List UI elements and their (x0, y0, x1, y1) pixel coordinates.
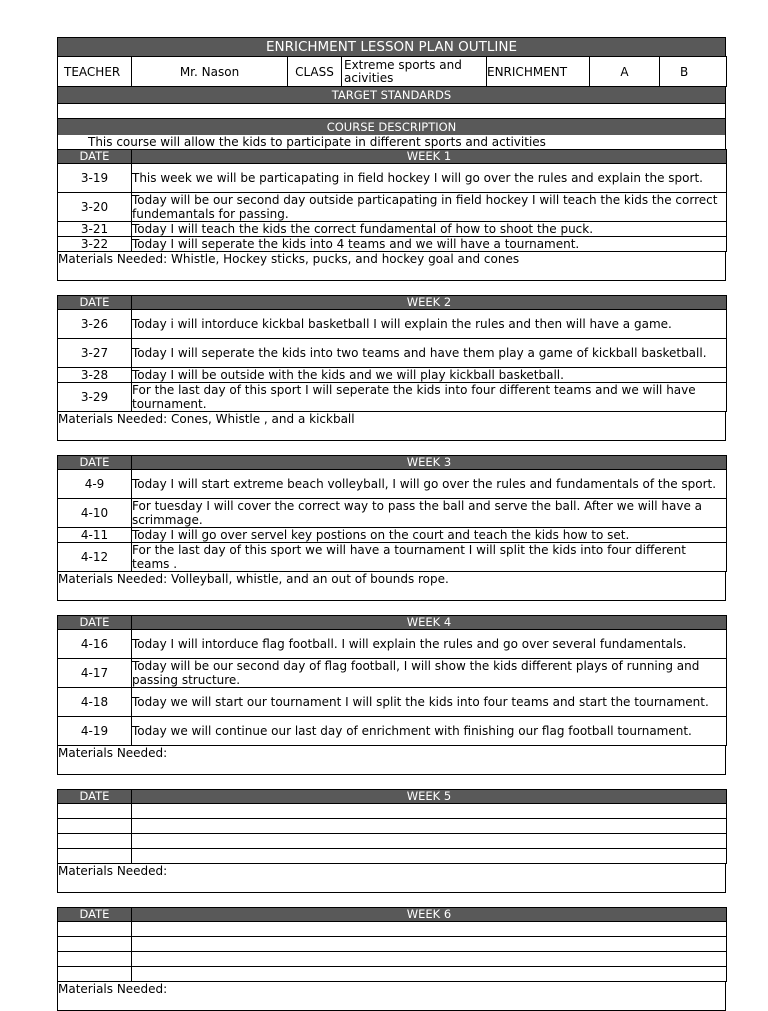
week-label: WEEK 6 (132, 908, 727, 922)
row-activity (132, 849, 727, 864)
table-row (58, 164, 727, 193)
row-activity (132, 952, 727, 967)
week-table (57, 907, 727, 982)
week-spacer (57, 601, 726, 615)
row-date (58, 922, 132, 937)
table-row (58, 222, 727, 237)
materials-label: Materials Needed: (58, 572, 168, 586)
row-date: 4-12 (58, 543, 132, 572)
option-a: A (590, 57, 660, 87)
row-activity: Today I will teach the kids the correct fundamental of how to shoot the puck. (132, 222, 727, 237)
row-date: 4-18 (58, 688, 132, 717)
row-date: 3-26 (58, 310, 132, 339)
row-date (58, 937, 132, 952)
date-column-header: DATE (58, 296, 132, 310)
row-date (58, 952, 132, 967)
row-activity: Today we will continue our last day of enrichment with finishing our flag football tournament. (132, 717, 727, 746)
option-b: B (660, 57, 727, 87)
header-table (57, 56, 727, 87)
week-label: WEEK 2 (132, 296, 727, 310)
row-activity: For the last day of this sport I will seperate the kids into four different teams and we will have tournament. (132, 383, 727, 412)
lesson-plan-sheet (57, 37, 726, 1011)
week-label: WEEK 3 (132, 456, 727, 470)
table-row (58, 819, 727, 834)
row-activity (132, 804, 727, 819)
date-column-header: DATE (58, 150, 132, 164)
row-date: 3-29 (58, 383, 132, 412)
target-standards-body (57, 103, 726, 119)
row-activity: Today will be our second day of flag football, I will show the kids different plays of running and passing structure. (132, 659, 727, 688)
materials-label: Materials Needed: (58, 864, 168, 878)
row-date: 3-22 (58, 237, 132, 252)
row-date: 4-19 (58, 717, 132, 746)
week-label: WEEK 5 (132, 790, 727, 804)
row-activity: For tuesday I will cover the correct way to pass the ball and serve the ball. After we will have a scrimmage. (132, 499, 727, 528)
materials-value: Volleyball, whistle, and an out of bounds rope. (171, 572, 449, 586)
target-standards-header: TARGET STANDARDS (57, 87, 726, 103)
materials-label: Materials Needed: (58, 252, 168, 266)
table-row (58, 237, 727, 252)
date-column-header: DATE (58, 456, 132, 470)
row-activity: Today I will start extreme beach volleyball, I will go over the rules and fundamentals of the sport. (132, 470, 727, 499)
course-description: This course will allow the kids to participate in different sports and activities (57, 135, 726, 149)
date-column-header: DATE (58, 908, 132, 922)
table-row (58, 849, 727, 864)
row-activity (132, 937, 727, 952)
row-date: 3-20 (58, 193, 132, 222)
page-title: ENRICHMENT LESSON PLAN OUTLINE (57, 37, 726, 56)
row-activity: Today we will start our tournament I will split the kids into four teams and start the tournament. (132, 688, 727, 717)
week-table (57, 149, 727, 252)
row-activity: Today i will intorduce kickbal basketball I will explain the rules and then will have a game. (132, 310, 727, 339)
row-activity: Today I will intorduce flag football. I will explain the rules and go over several fundamentals. (132, 630, 727, 659)
enrichment-label: ENRICHMENT (487, 57, 590, 87)
row-activity: Today I will go over servel key postions on the court and teach the kids how to set. (132, 528, 727, 543)
materials-needed (57, 982, 726, 1011)
row-date: 3-28 (58, 368, 132, 383)
week-label: WEEK 4 (132, 616, 727, 630)
table-row (58, 383, 727, 412)
row-date: 3-19 (58, 164, 132, 193)
row-date: 4-16 (58, 630, 132, 659)
table-row (58, 310, 727, 339)
materials-value: Whistle, Hockey sticks, pucks, and hockey goal and cones (171, 252, 520, 266)
table-row (58, 499, 727, 528)
row-date (58, 834, 132, 849)
row-date: 4-10 (58, 499, 132, 528)
table-row (58, 804, 727, 819)
row-activity (132, 834, 727, 849)
table-row (58, 688, 727, 717)
row-activity: This week we will be particapating in field hockey I will go over the rules and explain the sport. (132, 164, 727, 193)
table-row (58, 470, 727, 499)
row-activity: Today will be our second day outside particapating in field hockey I will teach the kids the correct fundemantals for passing. (132, 193, 727, 222)
week-table (57, 789, 727, 864)
date-column-header: DATE (58, 616, 132, 630)
table-row (58, 967, 727, 982)
class-name: Extreme sports and acivities (342, 57, 487, 87)
row-activity: Today I will seperate the kids into 4 teams and we will have a tournament. (132, 237, 727, 252)
weeks-container (57, 149, 726, 1011)
materials-needed (57, 864, 726, 893)
week-spacer (57, 441, 726, 455)
table-row (58, 659, 727, 688)
week-spacer (57, 893, 726, 907)
row-date (58, 804, 132, 819)
teacher-label: TEACHER (58, 57, 132, 87)
materials-label: Materials Needed: (58, 412, 168, 426)
row-date: 4-9 (58, 470, 132, 499)
row-date (58, 967, 132, 982)
row-date: 3-27 (58, 339, 132, 368)
table-row (58, 922, 727, 937)
table-row (58, 834, 727, 849)
row-date: 4-17 (58, 659, 132, 688)
week-label: WEEK 1 (132, 150, 727, 164)
row-activity: Today I will be outside with the kids and we will play kickball basketball. (132, 368, 727, 383)
table-row (58, 937, 727, 952)
table-row (58, 339, 727, 368)
materials-label: Materials Needed: (58, 746, 168, 760)
row-date (58, 849, 132, 864)
row-activity (132, 922, 727, 937)
materials-needed (57, 746, 726, 775)
table-row (58, 952, 727, 967)
materials-needed (57, 252, 726, 281)
table-row (58, 717, 727, 746)
row-activity: For the last day of this sport we will have a tournament I will split the kids into four different teams . (132, 543, 727, 572)
class-label: CLASS (288, 57, 342, 87)
date-column-header: DATE (58, 790, 132, 804)
week-spacer (57, 775, 726, 789)
table-row (58, 630, 727, 659)
week-table (57, 455, 727, 572)
table-row (58, 543, 727, 572)
row-date (58, 819, 132, 834)
table-row (58, 193, 727, 222)
table-row (58, 528, 727, 543)
row-activity (132, 819, 727, 834)
materials-value: Cones, Whistle , and a kickball (171, 412, 355, 426)
week-spacer (57, 281, 726, 295)
teacher-name: Mr. Nason (132, 57, 288, 87)
week-table (57, 615, 727, 746)
row-date: 4-11 (58, 528, 132, 543)
table-row (58, 368, 727, 383)
week-table (57, 295, 727, 412)
row-activity: Today I will seperate the kids into two teams and have them play a game of kickball basketball. (132, 339, 727, 368)
row-activity (132, 967, 727, 982)
materials-needed (57, 412, 726, 441)
materials-needed (57, 572, 726, 601)
materials-label: Materials Needed: (58, 982, 168, 996)
row-date: 3-21 (58, 222, 132, 237)
course-description-header: COURSE DESCRIPTION (57, 119, 726, 135)
